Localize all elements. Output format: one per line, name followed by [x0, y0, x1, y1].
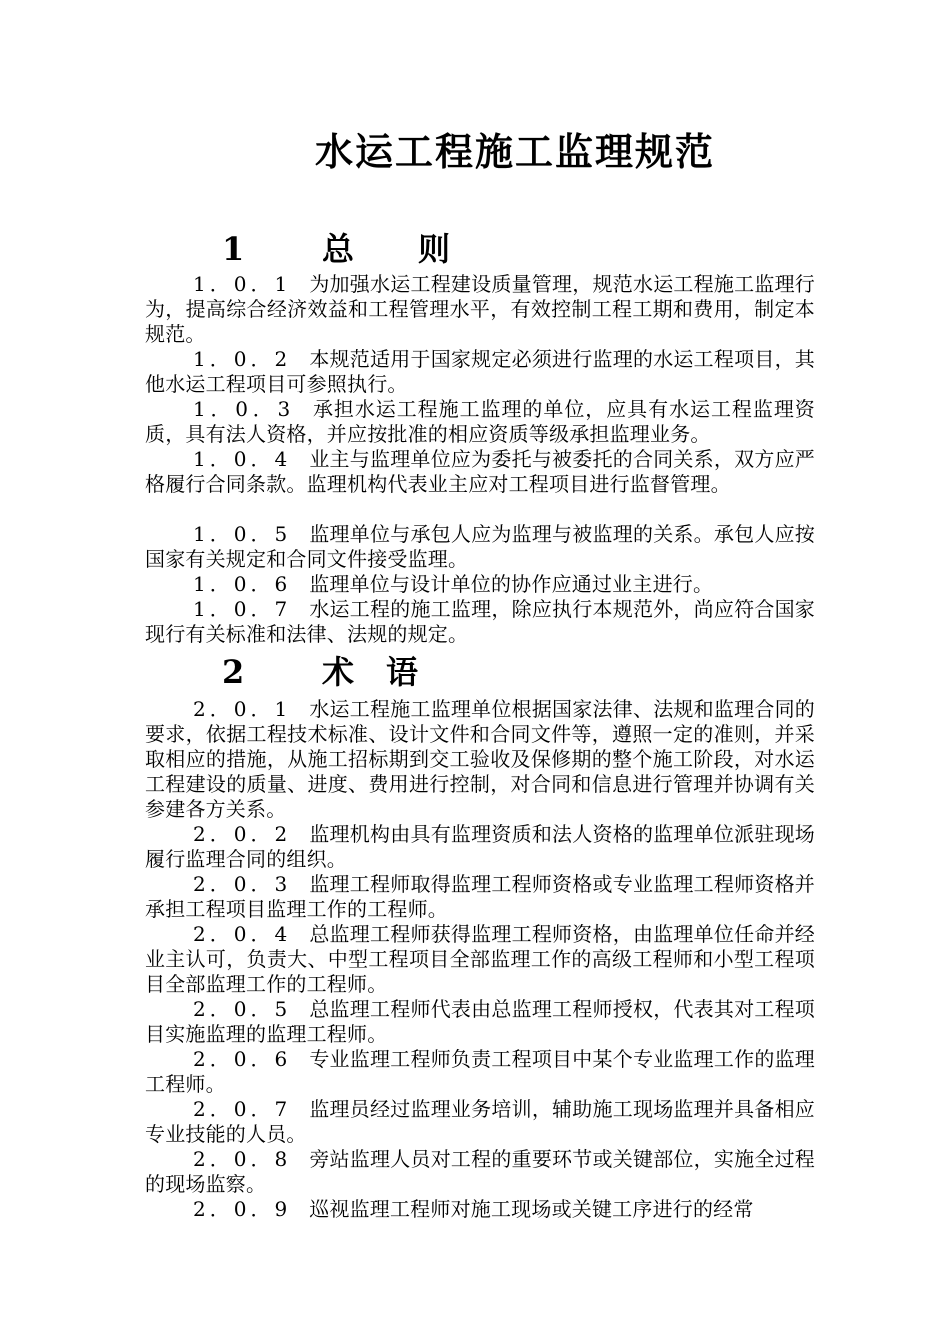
clause-text: 总监理工程师代表由总监理工程师授权，代表其对工程项目实施监理的监理工程师。: [145, 997, 815, 1046]
clause-number: 2．0．1: [193, 697, 292, 721]
clause: [145, 1147, 815, 1197]
clause-text: 为加强水运工程建设质量管理，规范水运工程施工监理行为，提高综合经济效益和工程管理水平，有效控制工程工期和费用，制定本规范。: [145, 272, 815, 346]
clause-text: 专业监理工程师负责工程项目中某个专业监理工作的监理工程师。: [145, 1047, 815, 1096]
clause-number: 1．0．1: [193, 272, 292, 296]
chapter-title: 总 则: [322, 230, 451, 268]
clause: [145, 397, 815, 447]
chapter-heading-2: [222, 652, 418, 692]
clause-text: 水运工程的施工监理，除应执行本规范外，尚应符合国家现行有关标准和法律、法规的规定。: [145, 597, 815, 646]
clause-text: 业主与监理单位应为委托与被委托的合同关系，双方应严格履行合同条款。监理机构代表业主应对工程项目进行监督管理。: [145, 447, 815, 496]
chapter-2-body: [145, 697, 815, 1222]
clause-number: 2．0．2: [193, 822, 292, 846]
clause-number: 2．0．3: [193, 872, 292, 896]
clause: [145, 822, 815, 872]
clause: [145, 1047, 815, 1097]
clause-text: 总监理工程师获得监理工程师资格，由监理单位任命并经业主认可，负责大、中型工程项目全部监理工作的高级工程师和小型工程项目全部监理工作的工程师。: [145, 922, 815, 996]
clause-text: 监理单位与承包人应为监理与被监理的关系。承包人应按国家有关规定和合同文件接受监理。: [145, 522, 815, 571]
clause: [145, 522, 815, 572]
clause-number: 1．0．3: [193, 397, 295, 421]
clause: [145, 447, 815, 497]
clause: [145, 922, 815, 997]
clause: [145, 1197, 815, 1222]
clause: [145, 1097, 815, 1147]
chapter-number: 1: [222, 230, 245, 268]
chapter-1-body: [145, 272, 815, 647]
clause: [145, 872, 815, 922]
clause-number: 1．0．5: [193, 522, 292, 546]
clause: [145, 347, 815, 397]
clause-text: 承担水运工程施工监理的单位，应具有水运工程监理资质，具有法人资格，并应按批准的相应资质等级承担监理业务。: [145, 397, 815, 446]
clause-number: 1．0．2: [193, 347, 292, 371]
clause: [145, 272, 815, 347]
clause-number: 1．0．6: [193, 572, 292, 596]
clause: [145, 997, 815, 1047]
clause-number: 2．0．5: [193, 997, 292, 1021]
clause-number: 2．0．9: [193, 1197, 292, 1221]
clause-text: 监理单位与设计单位的协作应通过业主进行。: [309, 572, 714, 596]
clause-number: 1．0．7: [193, 597, 292, 621]
clause-number: 2．0．7: [193, 1097, 292, 1121]
chapter-title: 术 语: [322, 653, 419, 691]
clause-text: 监理机构由具有监理资质和法人资格的监理单位派驻现场履行监理合同的组织。: [145, 822, 815, 871]
clause-text: 监理工程师取得监理工程师资格或专业监理工程师资格并承担工程项目监理工作的工程师。: [145, 872, 815, 921]
clause-number: 2．0．4: [193, 922, 292, 946]
clause: [145, 697, 815, 822]
clause-text: 巡视监理工程师对施工现场或关键工序进行的经常: [309, 1197, 754, 1221]
clause: [145, 572, 815, 597]
chapter-heading-1: [222, 229, 450, 269]
chapter-number: 2: [222, 653, 245, 691]
document-title: 水运工程施工监理规范: [314, 129, 715, 174]
clause-number: 2．0．6: [193, 1047, 292, 1071]
clause-text: 水运工程施工监理单位根据国家法律、法规和监理合同的要求，依据工程技术标准、设计文件和合同文件等，遵照一定的准则，并采取相应的措施，从施工招标期到交工验收及保修期的整个施工阶段，对水运工程建设的质量、进度、费用进行控制，对合同和信息进行管理并协调有关参建各方关系。: [145, 697, 815, 821]
clause-text: 监理员经过监理业务培训，辅助施工现场监理并具备相应专业技能的人员。: [145, 1097, 815, 1146]
clause: [145, 597, 815, 647]
clause-number: 2．0．8: [193, 1147, 292, 1171]
paragraph-gap: [145, 497, 815, 522]
clause-text: 本规范适用于国家规定必须进行监理的水运工程项目，其他水运工程项目可参照执行。: [145, 347, 815, 396]
clause-text: 旁站监理人员对工程的重要环节或关键部位，实施全过程的现场监察。: [145, 1147, 815, 1196]
clause-number: 1．0．4: [193, 447, 292, 471]
